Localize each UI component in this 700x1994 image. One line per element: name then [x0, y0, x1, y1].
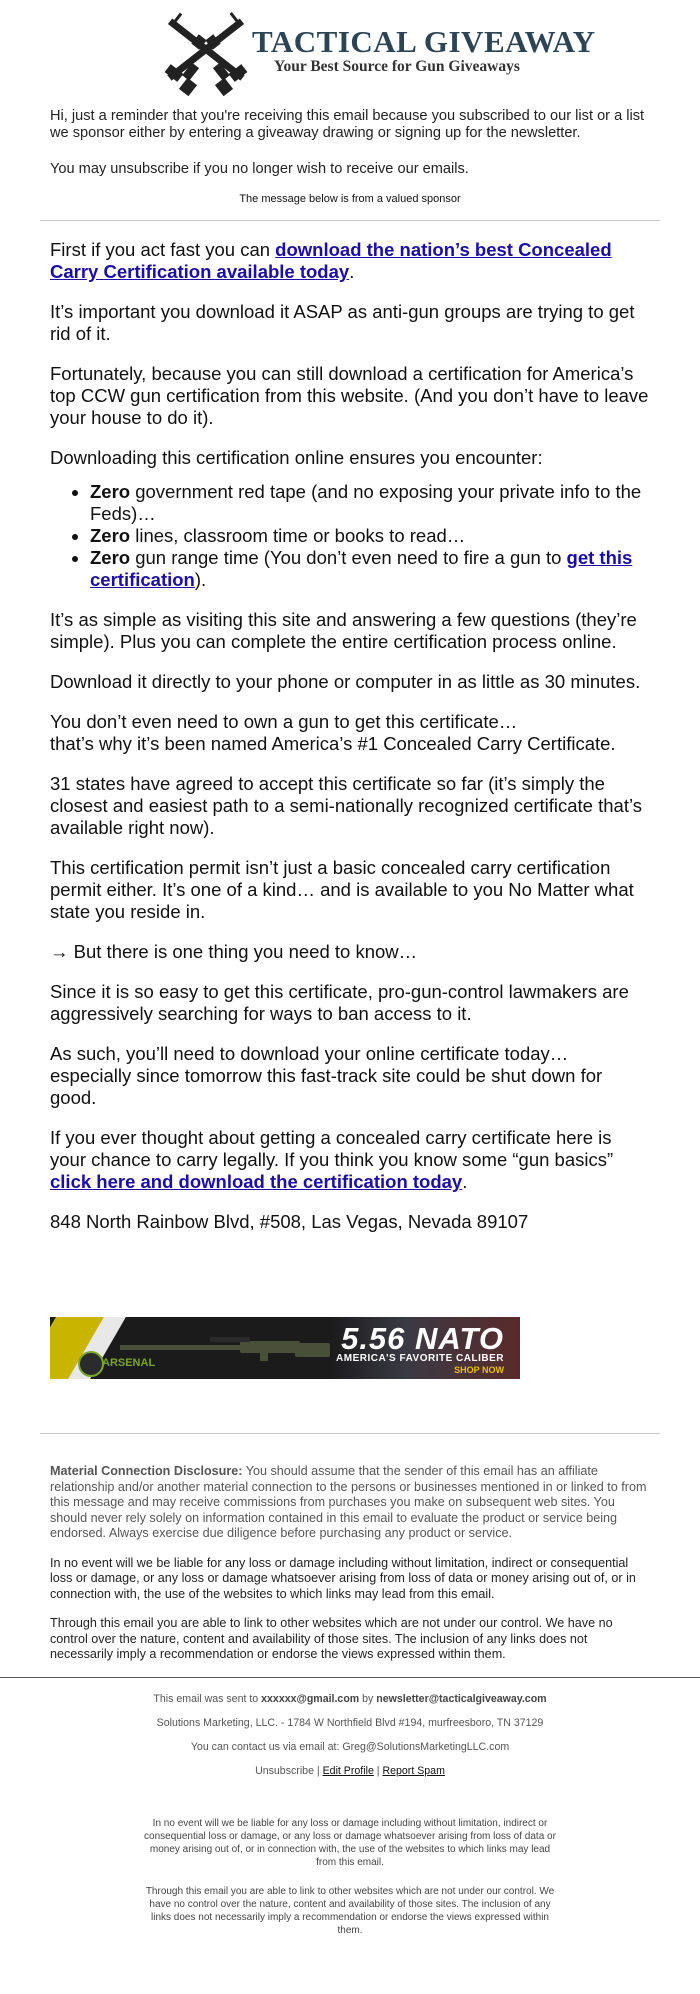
separator: | [313, 1764, 323, 1777]
sponsor-note: The message below is from a valued sponsor [239, 193, 461, 205]
list-item-text: government red tape (and no exposing your private info to the Feds)… [90, 481, 642, 524]
list-item [90, 481, 650, 525]
download-certification-link[interactable]: download the nation’s best Concealed Carry Certification available today [50, 239, 612, 282]
paragraph-text: You don’t even need to own a gun to get this certificate… [50, 711, 518, 732]
crossed-rifles-icon [146, 6, 266, 96]
liability-paragraph: In no event will we be liable for any loss or damage including without limitation, indirect or consequential loss or damage, or any loss or damage whatsoever arising from loss of data or money arising out of, or in connection with, the use of the websites to which links may lead from this email. [50, 1555, 636, 1601]
brand-tagline: Your Best Source for Gun Giveaways [274, 58, 520, 75]
separator: | [373, 1764, 383, 1777]
edit-profile-link[interactable]: Edit Profile [322, 1764, 374, 1777]
disclosure-text: You should assume that the sender of this email has an affiliate relationship and/or another material connection to the persons or businesses mentioned in or linked to from this message and may receive commissions from purchases you make on subsequent web sites. You should never rely solely on information contained in this email to evaluate the product or service being endorsed. Always exercise due diligence before purchasing any product or service. [50, 1464, 647, 1540]
list-item-text: gun range time (You don’t even need to fire a gun to [130, 547, 567, 568]
paragraph [50, 1127, 650, 1193]
paragraph-text: . [462, 1171, 468, 1192]
paragraph-text: . [349, 261, 355, 282]
report-spam-link[interactable]: Report Spam [382, 1764, 445, 1777]
sent-to-line [0, 1693, 700, 1706]
intro-reminder: Hi, just a reminder that you're receiving this email because you subscribed to our list or a list we sponsor either by entering a giveaway drawing or signing up for the newsletter. [50, 108, 645, 141]
sender-email: newsletter@tacticalgiveaway.com [376, 1692, 547, 1705]
disclosure-label: Material Connection Disclosure: [50, 1464, 243, 1478]
email-footer [0, 1678, 700, 1937]
external-links-paragraph: Through this email you are able to link to other websites which are not under our control. We have no control over the nature, content and availability of those sites. The inclusion of any links does not necessarily imply a recommendation or endorse the views expressed within them. [50, 1616, 613, 1661]
download-certification-cta-link[interactable]: click here and download the certification today [50, 1171, 463, 1192]
ad-banner[interactable] [50, 1317, 520, 1379]
company-address: Solutions Marketing, LLC. - 1784 W Northfield Blvd #194, murfreesboro, TN 37129 [156, 1716, 544, 1729]
list-item [90, 547, 650, 591]
list-item-text: ). [194, 569, 207, 590]
footer-text: This email was sent to [153, 1692, 262, 1705]
paragraph-text: If you ever thought about getting a concealed carry certificate here is your chance to carry legally. If you think you know some “gun basics” [50, 1127, 614, 1170]
list-item-bold: Zero [90, 547, 131, 568]
banner-subtitle: AMERICA'S FAVORITE CALIBER [336, 1353, 504, 1364]
paragraph: Download it directly to your phone or computer in as little as 30 minutes. [50, 671, 641, 692]
paragraph: → But there is one thing you need to know… [50, 941, 418, 962]
footer-links [0, 1765, 700, 1778]
paragraph: Fortunately, because you can still download a certification for America’s top CCW gun certification from this website. (And you don’t have to leave your house to do it). [50, 363, 649, 428]
shop-now-button[interactable]: SHOP NOW [454, 1365, 504, 1375]
intro-unsubscribe-note: You may unsubscribe if you no longer wish to receive our emails. [50, 161, 469, 177]
sponsor-message [0, 221, 700, 1233]
sender-address: 848 North Rainbow Blvd, #508, Las Vegas, Nevada 89107 [50, 1211, 529, 1232]
paragraph: It’s important you download it ASAP as anti-gun groups are trying to get rid of it. [50, 301, 635, 344]
list-item-text: lines, classroom time or books to read… [130, 525, 466, 546]
paragraph-text: First if you act fast you can [50, 239, 276, 260]
brand-title: TACTICAL GIVEAWAY [252, 24, 596, 59]
benefits-list [50, 481, 650, 591]
paragraph: 31 states have agreed to accept this certificate so far (it’s simply the closest and easiest path to a semi-nationally recognized certificate that’s available right now). [50, 773, 642, 838]
store-logo-icon [78, 1351, 104, 1377]
paragraph-text: that’s why it’s been named America’s #1 Concealed Carry Certificate. [50, 733, 616, 754]
list-item-bold: Zero [90, 481, 131, 502]
disclosure-paragraph [50, 1464, 650, 1542]
paragraph: This certification permit isn’t just a basic concealed carry certification permit either. It’s one of a kind… and is available to you No Matter what state you reside in. [50, 857, 634, 922]
footer-liability: In no event will we be liable for any loss or damage including without limitation, indirect or consequential loss or damage, or any loss or damage whatsoever arising from loss of data or money arising out of, or in connection with, the use of the websites to which links may lead from this email. [144, 1817, 556, 1868]
banner-title: 5.56 NATO [341, 1321, 504, 1356]
email-header [0, 0, 700, 100]
footer-legal [140, 1817, 560, 1937]
paragraph [50, 711, 650, 755]
intro [0, 100, 700, 208]
paragraph: Downloading this certification online ensures you encounter: [50, 447, 543, 468]
list-item-bold: Zero [90, 525, 131, 546]
brand [252, 26, 596, 76]
footer-text: by [359, 1692, 377, 1705]
contact-line: You can contact us via email at: Greg@SolutionsMarketingLLC.com [190, 1740, 510, 1753]
list-item [90, 525, 650, 547]
paragraph: Since it is so easy to get this certificate, pro-gun-control lawmakers are aggressively searching for ways to ban access to it. [50, 981, 629, 1024]
unsubscribe-link[interactable]: Unsubscribe [255, 1764, 314, 1777]
footer-external-links: Through this email you are able to link to other websites which are not under our control. We have no control over the nature, content and availability of those sites. The inclusion of any links does not necessarily imply a recommendation or endorse the views expressed within them. [145, 1885, 555, 1936]
disclosure [0, 1434, 700, 1663]
paragraph [50, 239, 650, 283]
paragraph: It’s as simple as visiting this site and answering a few questions (they’re simple). Plus you can complete the entire certification process online. [50, 609, 637, 652]
recipient-email: xxxxxx@gmail.com [261, 1692, 360, 1705]
paragraph: As such, you’ll need to download your online certificate today… especially since tomorrow this fast-track site could be shut down for good. [50, 1043, 603, 1108]
store-name: ARSENAL [102, 1357, 156, 1369]
get-certification-link[interactable]: get this certification [90, 547, 633, 590]
